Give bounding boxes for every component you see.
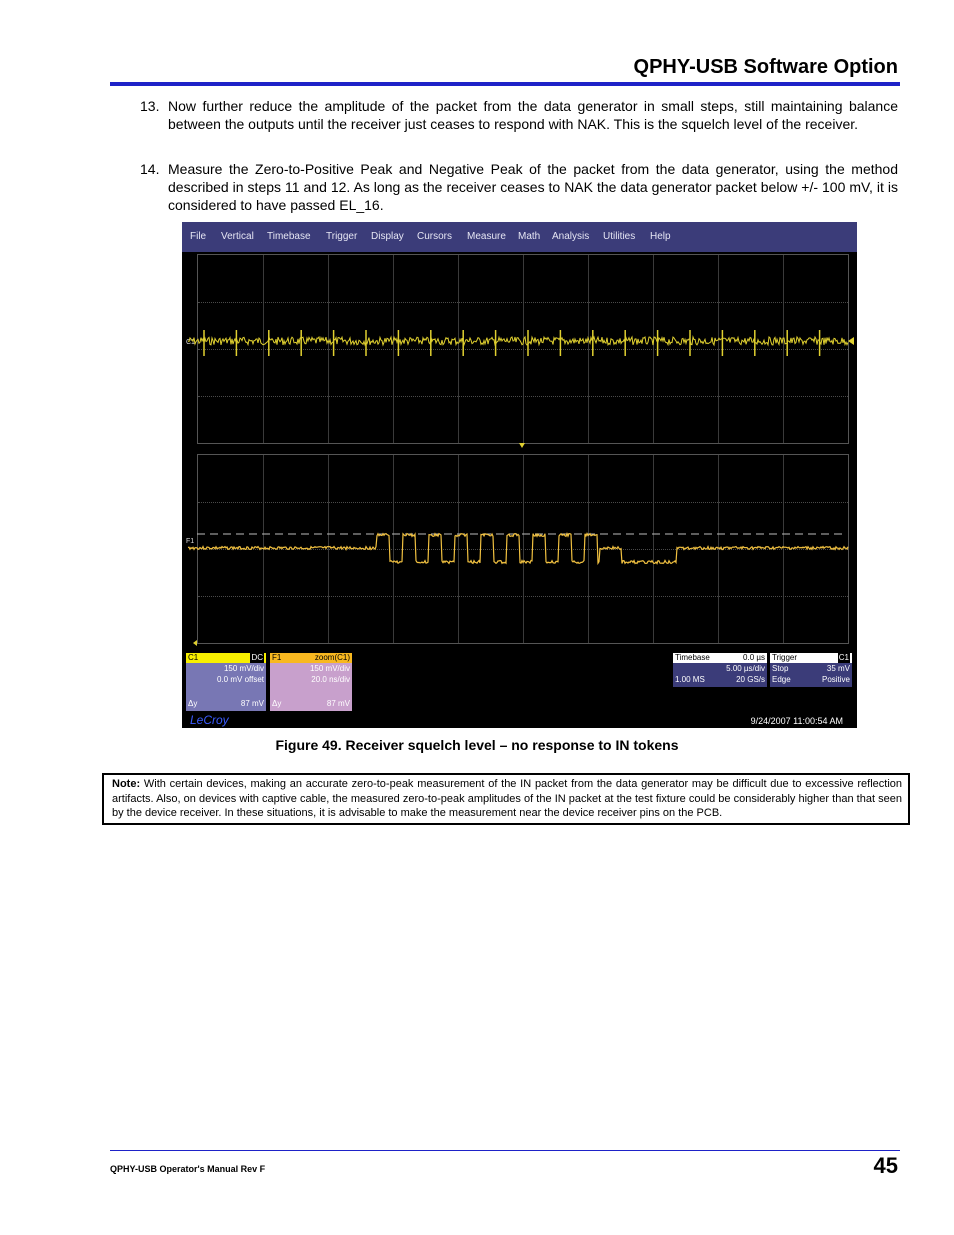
step-text: Measure the Zero-to-Positive Peak and Negative Peak of the packet from the data generator, using the method described in steps 11 and 12. As long as the receiver ceases to NAK the data generator packet below +/- 100 mV, it is considered to have passed EL_16.	[168, 161, 898, 213]
menu-display[interactable]: Display	[371, 231, 404, 242]
menu-analysis[interactable]: Analysis	[552, 231, 590, 242]
f1-waveform	[188, 534, 848, 564]
trigger-position-marker	[519, 443, 525, 448]
menu-utilities[interactable]: Utilities	[603, 231, 636, 242]
header-rule	[110, 82, 900, 86]
step-14	[140, 160, 898, 214]
menu-measure[interactable]: Measure	[467, 231, 506, 242]
note-label: Note:	[112, 778, 141, 790]
menu-file[interactable]: File	[190, 231, 207, 242]
menu-timebase[interactable]: Timebase	[267, 231, 311, 242]
menu-math[interactable]: Math	[518, 231, 541, 242]
c1-waveform	[188, 337, 848, 345]
step-number: 13.	[140, 98, 160, 114]
step-13	[140, 97, 898, 133]
scope-datetime: 9/24/2007 11:00:54 AM	[750, 716, 843, 726]
figure-caption: Figure 49. Receiver squelch level – no response to IN tokens	[275, 737, 679, 753]
menu-trigger[interactable]: Trigger	[326, 231, 358, 242]
oscilloscope-screenshot	[182, 222, 857, 728]
f1-trace-label: F1	[186, 538, 195, 545]
step-number: 14.	[140, 161, 160, 177]
timebase-box[interactable]: Timebase 0.0 µs 5.00 µs/div 1.00 MS 20 GS/s	[673, 653, 767, 687]
step-text: Now further reduce the amplitude of the packet from the data generator in small steps, still maintaining balance between the outputs until the receiver just ceases to respond with NAK. This is the squelch level of the receiver.	[168, 98, 898, 132]
page-number: 45	[873, 1153, 898, 1178]
footer-rule	[110, 1150, 900, 1151]
c1-level-marker	[848, 337, 854, 345]
menu-vertical[interactable]: Vertical	[221, 231, 254, 242]
lecroy-logo: LeCroy	[190, 713, 229, 727]
page-header-title: QPHY-USB Software Option	[633, 56, 898, 78]
note-text: With certain devices, making an accurate zero-to-peak measurement of the IN packet from the data generator may be difficult due to excessive reflection artifacts. Also, on devices with captive cable, the measured zero-to-peak amplitudes of the IN packet at the test fixture could be considerably higher than that seen by the device receiver. In these situations, it is advisable to make the measurement near the device receiver pins on the PCB.	[112, 778, 902, 819]
trigger-box[interactable]: Trigger C1 Stop 35 mV Edge Positive	[770, 653, 852, 687]
c1-info-box[interactable]: C1 DC 150 mV/div 0.0 mV offset Δy 87 mV	[186, 653, 266, 711]
c1-trace-label: C1	[186, 339, 195, 346]
c1-trace	[188, 330, 848, 356]
f1-info-box[interactable]: F1 zoom(C1) 150 mV/div 20.0 ns/div Δy 87 mV	[270, 653, 352, 711]
f1-trace	[188, 534, 848, 564]
menu-cursors[interactable]: Cursors	[417, 231, 453, 242]
menu-help[interactable]: Help	[650, 231, 671, 242]
footer-manual-title: QPHY-USB Operator's Manual Rev F	[110, 1164, 266, 1174]
zoom-marker	[193, 640, 197, 646]
note-box	[102, 773, 910, 825]
